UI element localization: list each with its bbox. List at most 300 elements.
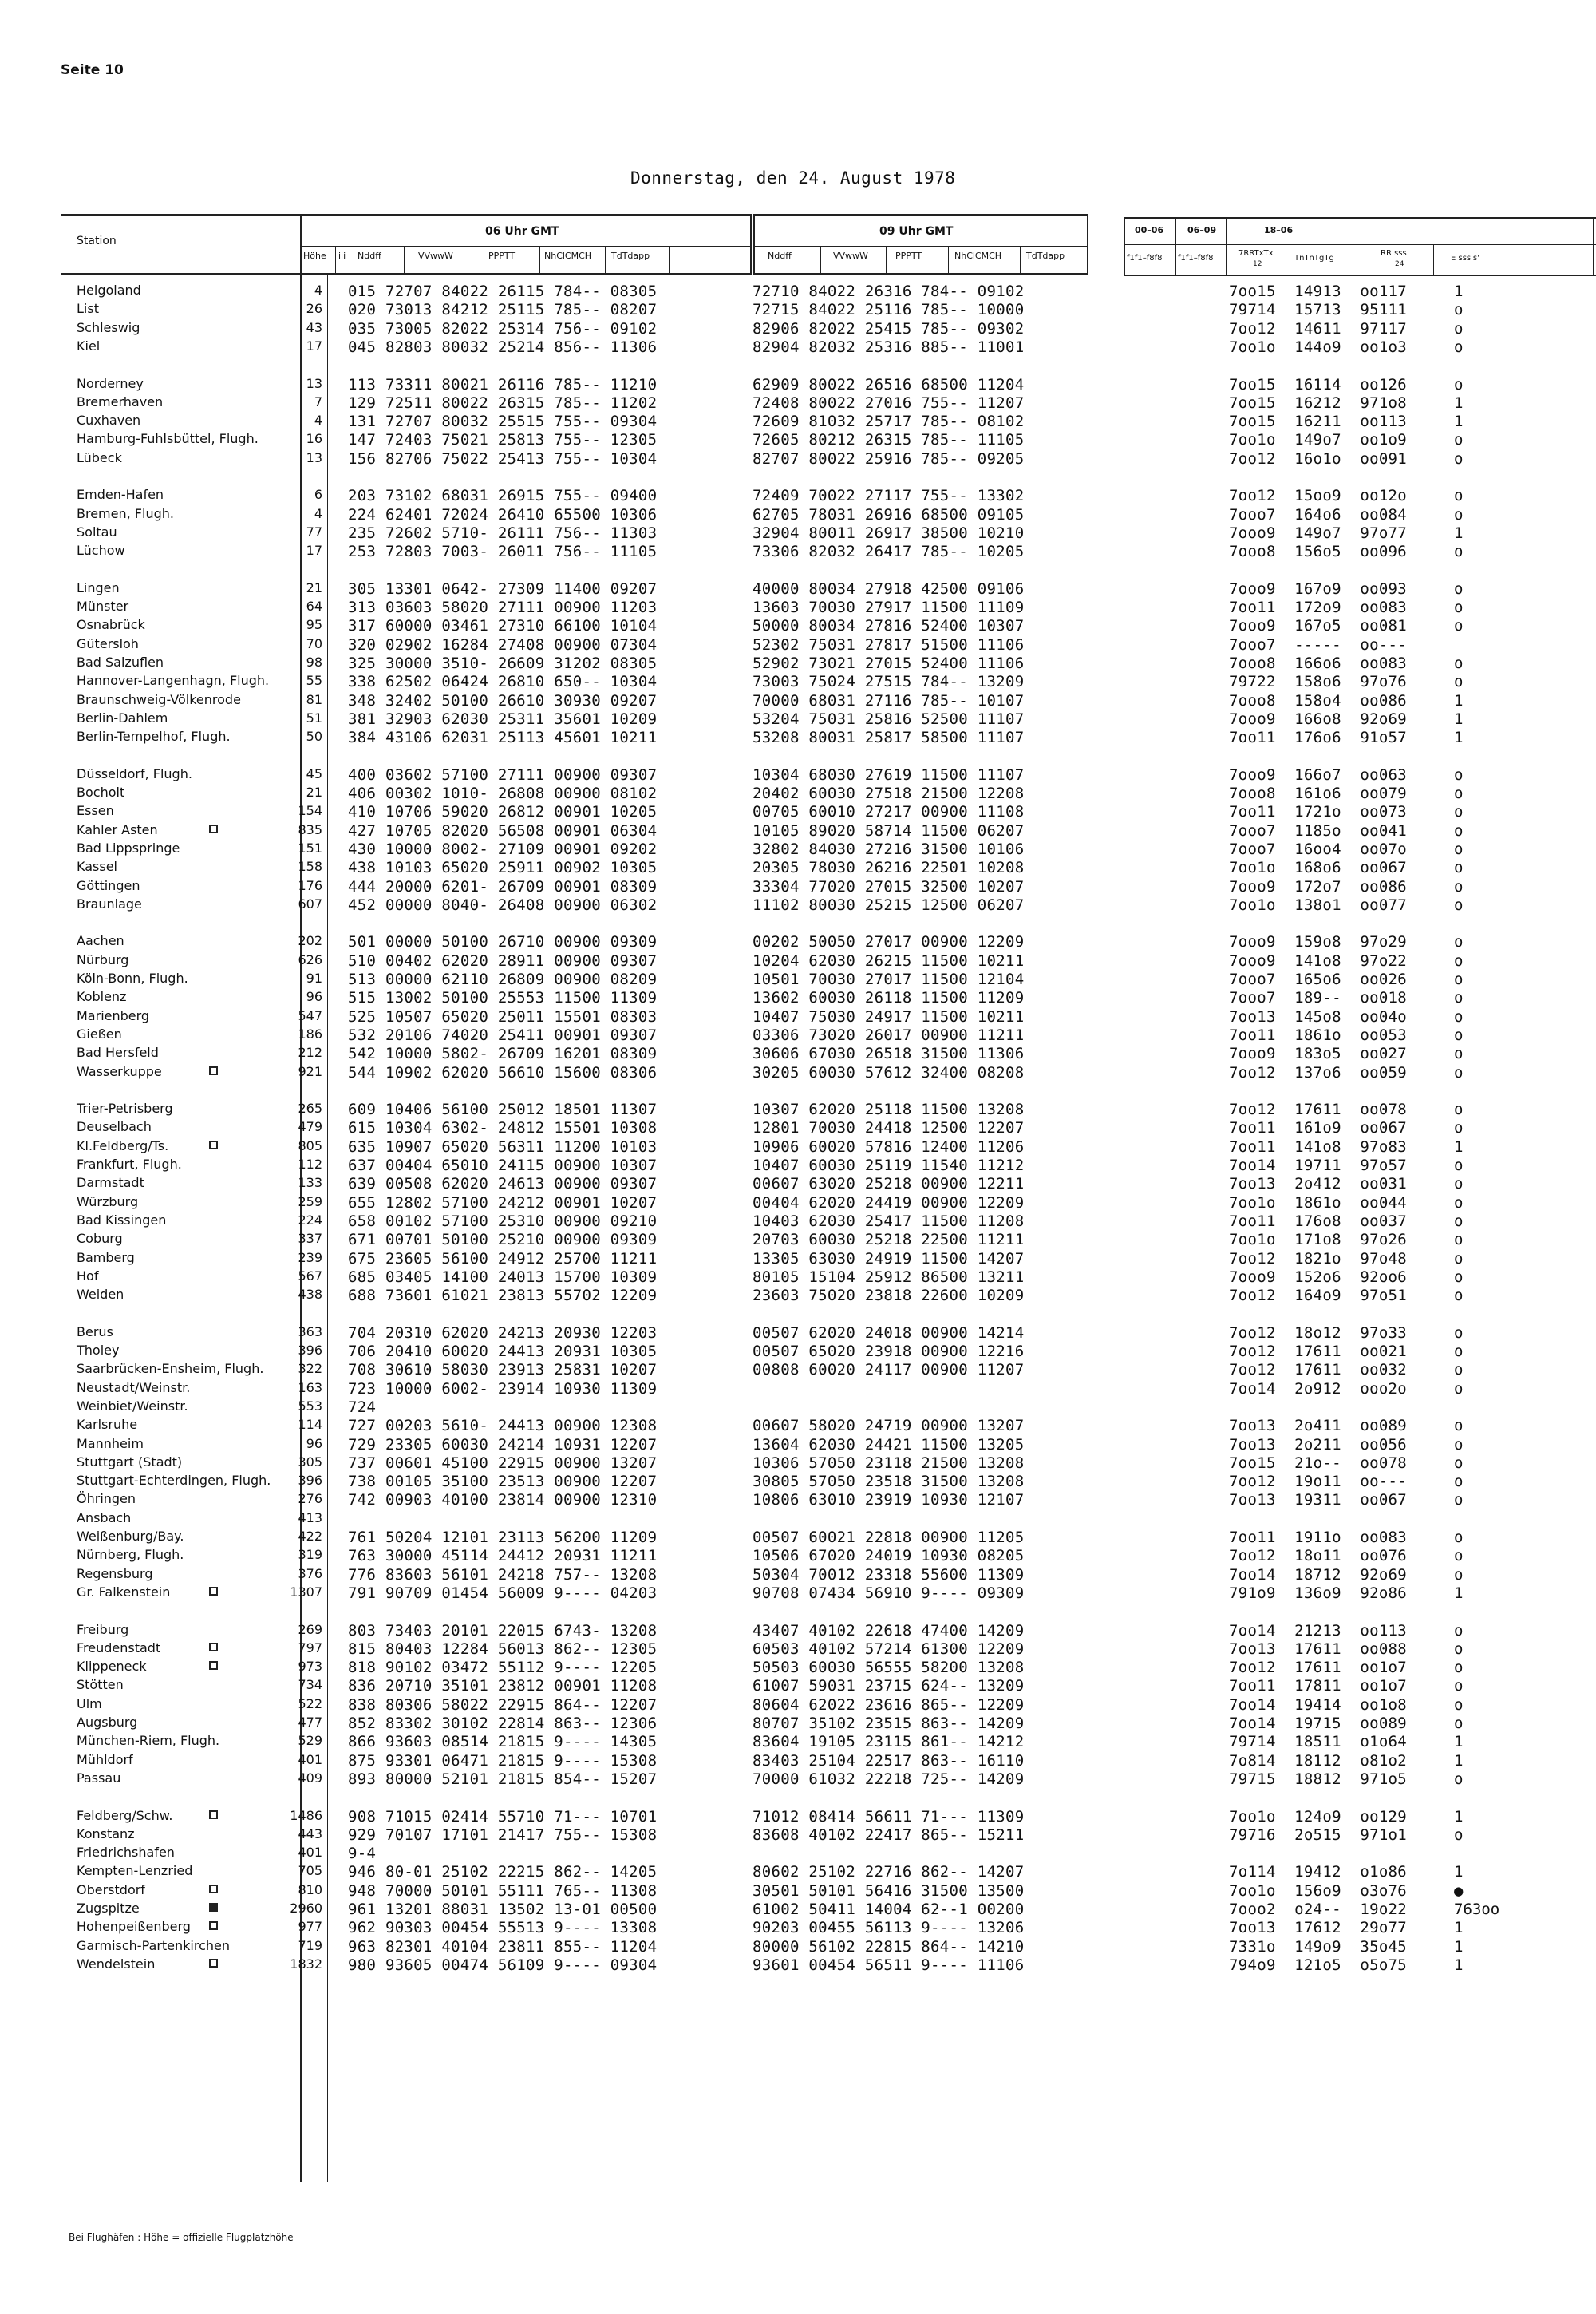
station-height: 705 [298,1863,322,1878]
obs-09-gmt: 82904 82032 25316 885-- 11001 [753,338,1025,356]
obs-09-gmt: 80105 15104 25912 86500 13211 [753,1268,1025,1286]
obs-flag: 1 [1454,1752,1464,1770]
table-row [0,616,1596,635]
station-height: 422 [298,1529,322,1544]
table-row [0,1118,1596,1137]
obs-06-gmt: 761 50204 12101 23113 56200 11209 [348,1529,658,1546]
obs-09-gmt: 13603 70030 27917 11500 11109 [753,599,1025,616]
obs-09-gmt: 20402 60030 27518 21500 12208 [753,785,1025,802]
obs-09-gmt: 00808 60020 24117 00900 11207 [753,1361,1025,1379]
station-name: Trier-Petrisberg [77,1101,173,1116]
obs-flag: o [1454,1287,1464,1304]
table-row [0,1584,1596,1602]
table-row [0,1212,1596,1230]
station-height: 4 [314,506,322,521]
station-name: Öhringen [77,1491,136,1506]
obs-flag: o [1454,822,1464,840]
obs-flag: o [1454,1491,1464,1509]
obs-18-06: 7oo15 16212 971o8 [1229,394,1408,412]
header-station: Station [77,235,117,247]
obs-06-gmt: 724 [348,1398,377,1416]
obs-18-06: 7ooo8 161o6 oo079 [1229,785,1408,802]
obs-06-gmt: 510 00402 62020 28911 00900 09307 [348,952,658,970]
obs-flag: 1 [1454,729,1464,746]
table-row [0,1342,1596,1360]
obs-09-gmt: 00705 60010 27217 00900 11108 [753,803,1025,821]
header-nddff-06: Nddff [358,251,381,261]
table-row [0,1379,1596,1398]
obs-flag: o [1454,487,1464,504]
station-height: 567 [298,1268,322,1284]
obs-18-06: 7oo11 141o8 97o83 [1229,1138,1408,1156]
station-name: Koblenz [77,989,127,1004]
station-height: 13 [306,376,322,391]
station-name: Marienberg [77,1008,150,1023]
station-name: Würzburg [77,1194,139,1209]
obs-flag: 763oo [1454,1901,1500,1918]
table-row [0,1472,1596,1490]
obs-18-06: 7oo13 2o411 oo089 [1229,1417,1408,1434]
obs-flag: o [1454,1715,1464,1732]
obs-18-06: 7o114 19412 o1o86 [1229,1863,1408,1881]
obs-18-06: 7oo14 21213 oo113 [1229,1622,1408,1640]
table-row [0,1268,1596,1286]
empty-square-icon [209,1141,218,1149]
table-row [0,635,1596,654]
obs-18-06: 7ooo9 167o9 oo093 [1229,580,1408,598]
station-height: 7 [314,394,322,409]
obs-06-gmt: 9-4 [348,1845,377,1862]
station-height: 396 [298,1343,322,1358]
station-height: 1307 [290,1584,322,1600]
obs-09-gmt: 72605 80212 26315 785-- 11105 [753,431,1025,449]
table-row [0,1546,1596,1564]
station-height: 17 [306,543,322,558]
obs-06-gmt: 305 13301 0642- 27309 11400 09207 [348,580,658,598]
station-height: 114 [298,1417,322,1432]
obs-flag: o [1454,803,1464,821]
table-row [0,1490,1596,1509]
obs-09-gmt: 10906 60020 57816 12400 11206 [753,1138,1025,1156]
table-row [0,1416,1596,1434]
obs-06-gmt: 671 00701 50100 25210 00900 09309 [348,1231,658,1248]
station-name: Kempten-Lenzried [77,1863,193,1878]
station-name: Hohenpeißenberg [77,1919,191,1934]
obs-09-gmt: 10204 62030 26215 11500 10211 [753,952,1025,970]
obs-18-06: 7ooo8 158o4 oo086 [1229,692,1408,710]
obs-flag: o [1454,543,1464,560]
obs-09-gmt: 73003 75024 27515 784-- 13209 [753,673,1025,690]
obs-06-gmt: 544 10902 62020 56610 15600 08306 [348,1064,658,1082]
empty-square-icon [209,1885,218,1893]
obs-06-gmt: 317 60000 03461 27310 66100 10104 [348,617,658,635]
table-row [0,1937,1596,1956]
obs-flag: o [1454,1324,1464,1342]
obs-09-gmt: 00202 50050 27017 00900 12209 [753,933,1025,951]
obs-flag: ● [1454,1882,1464,1900]
empty-square-icon [209,1643,218,1651]
obs-06-gmt: 675 23605 56100 24912 25700 11211 [348,1250,658,1268]
obs-06-gmt: 525 10507 65020 25011 15501 08303 [348,1008,658,1026]
table-row [0,449,1596,468]
station-name: Osnabrück [77,617,145,632]
station-name: Schleswig [77,320,140,335]
station-height: 17 [306,338,322,354]
header-esss: E sss's' [1451,254,1479,263]
obs-06-gmt: 875 93301 06471 21815 9---- 15308 [348,1752,658,1770]
station-name: Tholey [77,1343,120,1358]
table-row [0,300,1596,318]
obs-06-gmt: 430 10000 8002- 27109 00901 09202 [348,841,658,858]
obs-18-06: 7oo12 17611 oo021 [1229,1343,1408,1360]
table-row [0,1862,1596,1881]
obs-09-gmt: 43407 40102 22618 47400 14209 [753,1622,1025,1640]
obs-flag: o [1454,431,1464,449]
table-row [0,951,1596,970]
obs-18-06: 7ooo9 141o8 97o22 [1229,952,1408,970]
station-height: 553 [298,1398,322,1414]
station-height: 973 [298,1659,322,1674]
obs-flag: o [1454,1826,1464,1844]
obs-flag: o [1454,1622,1464,1640]
obs-flag: o [1454,1677,1464,1695]
header-06-gmt: 06 Uhr GMT [485,225,559,238]
table-row [0,1732,1596,1750]
table-row [0,1881,1596,1900]
obs-18-06: 794o9 121o5 o5o75 [1229,1956,1408,1974]
obs-09-gmt: 71012 08414 56611 71--- 11309 [753,1808,1025,1825]
obs-06-gmt: 131 72707 80032 25515 755-- 09304 [348,413,658,430]
station-name: Stuttgart (Stadt) [77,1454,183,1469]
obs-18-06: 7oo12 14611 97117 [1229,320,1408,338]
obs-flag: o [1454,617,1464,635]
obs-flag: o [1454,841,1464,858]
obs-09-gmt: 60503 40102 57214 61300 12209 [753,1640,1025,1658]
station-name: Soltau [77,524,117,540]
obs-09-gmt: 50304 70012 23318 55600 11309 [753,1566,1025,1584]
table-row [0,988,1596,1007]
station-height: 55 [306,673,322,688]
station-name: Nürnberg, Flugh. [77,1547,184,1562]
table-row [0,1621,1596,1640]
table-row [0,375,1596,394]
header-tdtd-06: TdTdapp [611,251,650,261]
obs-flag: o [1454,1473,1464,1490]
station-name: Lübeck [77,450,122,465]
obs-18-06: 7oo14 19414 oo1o8 [1229,1696,1408,1714]
obs-flag: o [1454,971,1464,988]
station-name: Hannover-Langenhagn, Flugh. [77,673,270,688]
table-row [0,1156,1596,1174]
table-row [0,1398,1596,1416]
station-height: 70 [306,636,322,651]
table-row [0,505,1596,524]
obs-flag: o [1454,1026,1464,1044]
table-row [0,1825,1596,1844]
obs-18-06: 7oo13 2o412 oo031 [1229,1175,1408,1193]
table-row [0,1230,1596,1248]
station-height: 626 [298,952,322,967]
obs-18-06: 7oo1o 124o9 oo129 [1229,1808,1408,1825]
obs-18-06: 7oo12 15oo9 oo12o [1229,487,1408,504]
obs-18-06: 7ooo9 172o7 oo086 [1229,878,1408,896]
header-hoehe: Höhe [303,251,326,261]
obs-flag: 1 [1454,1584,1464,1602]
station-height: 4 [314,413,322,428]
obs-18-06: 7oo12 17611 oo078 [1229,1101,1408,1118]
obs-06-gmt: 513 00000 62110 26809 00900 08209 [348,971,658,988]
obs-06-gmt: 729 23305 60030 24214 10931 12207 [348,1436,658,1454]
header-ff-1: f1f1–f8f8 [1127,254,1163,263]
empty-square-icon [209,1959,218,1968]
station-name: Braunschweig-Völkenrode [77,692,241,707]
station-height: 396 [298,1473,322,1488]
table-row [0,858,1596,876]
table-row [0,1770,1596,1788]
table-row [0,524,1596,542]
station-name: Hof [77,1268,99,1284]
station-name: Düsseldorf, Flugh. [77,766,192,781]
station-height: 276 [298,1491,322,1506]
obs-flag: 1 [1454,524,1464,542]
obs-06-gmt: 815 80403 12284 56013 862-- 12305 [348,1640,658,1658]
station-height: 13 [306,450,322,465]
station-height: 719 [298,1938,322,1953]
obs-06-gmt: 791 90709 01454 56009 9---- 04203 [348,1584,658,1602]
obs-09-gmt: 00507 62020 24018 00900 14214 [753,1324,1025,1342]
obs-flag: o [1454,320,1464,338]
station-height: 45 [306,766,322,781]
obs-flag: 1 [1454,1733,1464,1750]
station-height: 607 [298,896,322,912]
station-height: 477 [298,1715,322,1730]
obs-flag: o [1454,1436,1464,1454]
obs-flag: o [1454,1064,1464,1082]
filled-square-icon [209,1903,218,1912]
station-height: 977 [298,1919,322,1934]
obs-18-06: 7ooo7 16oo4 oo07o [1229,841,1408,858]
station-name: Berus [77,1324,113,1339]
obs-09-gmt: 61007 59031 23715 624-- 13209 [753,1677,1025,1695]
obs-18-06: 7oo12 164o9 97o51 [1229,1287,1408,1304]
obs-09-gmt: 52902 73021 27015 52400 11106 [753,655,1025,672]
obs-09-gmt: 10806 63010 23919 10930 12107 [753,1491,1025,1509]
station-height: 810 [298,1882,322,1897]
obs-06-gmt: 908 71015 02414 55710 71--- 10701 [348,1808,658,1825]
obs-09-gmt: 10304 68030 27619 11500 11107 [753,766,1025,784]
header-rr: RR sss [1381,249,1407,258]
station-name: Bad Hersfeld [77,1045,159,1060]
obs-18-06: 7oo13 17611 oo088 [1229,1640,1408,1658]
obs-18-06: 79714 15713 95111 [1229,301,1408,318]
obs-18-06: 7ooo7 ----- oo--- [1229,636,1408,654]
obs-09-gmt: 73306 82032 26417 785-- 10205 [753,543,1025,560]
station-name: Weinbiet/Weinstr. [77,1398,188,1414]
station-height: 401 [298,1845,322,1860]
header-iii: iii [338,251,346,261]
header-09-gmt: 09 Uhr GMT [879,225,954,238]
obs-09-gmt: 93601 00454 56511 9---- 11106 [753,1956,1025,1974]
station-height: 133 [298,1175,322,1190]
station-name: Ansbach [77,1510,132,1525]
obs-06-gmt: 542 10000 5802- 26709 16201 08309 [348,1045,658,1062]
obs-06-gmt: 962 90303 00454 55513 9---- 13308 [348,1919,658,1936]
table-row [0,1714,1596,1732]
obs-06-gmt: 737 00601 45100 22915 00900 13207 [348,1454,658,1472]
station-name: Weißenburg/Bay. [77,1529,184,1544]
header-pppt-06: PPPTT [488,251,516,261]
obs-flag: o [1454,896,1464,914]
header-vvwww-09: VVwwW [833,251,868,261]
station-name: Wendelstein [77,1956,156,1972]
station-name: Mühldorf [77,1752,133,1767]
station-height: 319 [298,1547,322,1562]
table-row [0,765,1596,784]
obs-09-gmt: 00507 65020 23918 00900 12216 [753,1343,1025,1360]
station-name: Bad Kissingen [77,1212,167,1228]
empty-square-icon [209,825,218,833]
obs-06-gmt: 776 83603 56101 24218 757-- 13208 [348,1566,658,1584]
station-height: 4 [314,283,322,298]
station-height: 6 [314,487,322,502]
obs-09-gmt: 80707 35102 23515 863-- 14209 [753,1715,1025,1732]
station-name: Nürburg [77,952,129,967]
table-row [0,1676,1596,1695]
obs-09-gmt: 50503 60030 56555 58200 13208 [753,1659,1025,1676]
obs-06-gmt: 406 00302 1010- 26808 00900 08102 [348,785,658,802]
table-row [0,1360,1596,1379]
page-number: Seite 10 [61,62,124,78]
obs-09-gmt: 70000 68031 27116 785-- 10107 [753,692,1025,710]
obs-18-06: 7oo11 1861o oo053 [1229,1026,1408,1044]
obs-06-gmt: 688 73601 61021 23813 55702 12209 [348,1287,658,1304]
date-title: Donnerstag, den 24. August 1978 [630,168,956,188]
obs-18-06: 7ooo9 166o7 oo063 [1229,766,1408,784]
obs-06-gmt: 438 10103 65020 25911 00902 10305 [348,859,658,876]
station-height: 438 [298,1287,322,1302]
obs-09-gmt: 30606 67030 26518 31500 11306 [753,1045,1025,1062]
obs-18-06: 7oo15 16114 oo126 [1229,376,1408,394]
station-name: Bremen, Flugh. [77,506,174,521]
obs-18-06: 7oo11 176o6 91o57 [1229,729,1408,746]
obs-09-gmt: 30805 57050 23518 31500 13208 [753,1473,1025,1490]
station-height: 77 [306,524,322,540]
obs-flag: 1 [1454,1138,1464,1156]
table-row [0,1918,1596,1936]
obs-flag: o [1454,1268,1464,1286]
table-row [0,1565,1596,1584]
obs-18-06: 7ooo9 159o8 97o29 [1229,933,1408,951]
obs-18-06: 7oo13 17612 29o77 [1229,1919,1408,1936]
obs-flag: o [1454,878,1464,896]
obs-06-gmt: 020 73013 84212 25115 785-- 08207 [348,301,658,318]
obs-flag: o [1454,1770,1464,1788]
station-height: 2960 [290,1901,322,1916]
station-name: Norderney [77,376,144,391]
obs-flag: o [1454,1454,1464,1472]
obs-06-gmt: 320 02902 16284 27408 00900 07304 [348,636,658,654]
obs-06-gmt: 963 82301 40104 23811 855-- 11204 [348,1938,658,1956]
station-height: 413 [298,1510,322,1525]
obs-09-gmt: 10407 75030 24917 11500 10211 [753,1008,1025,1026]
obs-06-gmt: 708 30610 58030 23913 25831 10207 [348,1361,658,1379]
table-row [0,970,1596,988]
obs-09-gmt: 20305 78030 26216 22501 10208 [753,859,1025,876]
station-name: Bamberg [77,1250,135,1265]
table-row [0,338,1596,356]
obs-09-gmt: 00607 63020 25218 00900 12211 [753,1175,1025,1193]
table-row [0,1807,1596,1825]
obs-18-06: 7ooo7 189-- oo018 [1229,989,1408,1007]
obs-09-gmt: 53204 75031 25816 52500 11107 [753,710,1025,728]
obs-09-gmt: 72409 70022 27117 755-- 13302 [753,487,1025,504]
station-name: Freudenstadt [77,1640,161,1655]
obs-09-gmt: 10105 89020 58714 11500 06207 [753,822,1025,840]
obs-flag: o [1454,785,1464,802]
obs-06-gmt: 818 90102 03472 55112 9---- 12205 [348,1659,658,1676]
obs-06-gmt: 727 00203 5610- 24413 00900 12308 [348,1417,658,1434]
obs-06-gmt: 338 62502 06424 26810 650-- 10304 [348,673,658,690]
station-height: 322 [298,1361,322,1376]
station-name: Bocholt [77,785,125,800]
obs-flag: 1 [1454,394,1464,412]
obs-06-gmt: 129 72511 80022 26315 785-- 11202 [348,394,658,412]
station-name: Klippeneck [77,1659,147,1674]
table-row [0,1640,1596,1658]
station-name: Kahler Asten [77,822,158,837]
table-row [0,1509,1596,1528]
station-name: Aachen [77,933,124,948]
obs-09-gmt: 90708 07434 56910 9---- 09309 [753,1584,1025,1602]
station-name: Bad Lippspringe [77,841,180,856]
station-height: 64 [306,599,322,614]
obs-18-06: 7oo12 16o1o oo091 [1229,450,1408,468]
obs-flag: o [1454,1119,1464,1137]
station-height: 158 [298,859,322,874]
station-height: 212 [298,1045,322,1060]
table-row [0,1007,1596,1026]
obs-18-06: 7oo13 145o8 oo04o [1229,1008,1408,1026]
station-name: Frankfurt, Flugh. [77,1157,182,1172]
obs-18-06: 7oo12 1821o 97o48 [1229,1250,1408,1268]
station-height: 259 [298,1194,322,1209]
station-height: 224 [298,1212,322,1228]
obs-18-06: 7ooo7 164o6 oo084 [1229,506,1408,524]
obs-18-06: 7oo1o 156o9 o3o76 [1229,1882,1408,1900]
station-name: Göttingen [77,878,140,893]
obs-18-06: 7oo14 19711 97o57 [1229,1157,1408,1174]
obs-18-06: 7331o 149o9 35o45 [1229,1938,1408,1956]
station-height: 176 [298,878,322,893]
obs-flag: o [1454,1361,1464,1379]
obs-09-gmt: 83403 25104 22517 863-- 16110 [753,1752,1025,1770]
obs-06-gmt: 444 20000 6201- 26709 00901 08309 [348,878,658,896]
obs-06-gmt: 635 10907 65020 56311 11200 10103 [348,1138,658,1156]
table-row [0,877,1596,896]
empty-square-icon [209,1921,218,1930]
obs-18-06: 79715 18812 971o5 [1229,1770,1408,1788]
station-height: 522 [298,1696,322,1711]
station-height: 96 [306,989,322,1004]
table-row [0,1751,1596,1770]
obs-09-gmt: 70000 61032 22218 725-- 14209 [753,1770,1025,1788]
station-height: 265 [298,1101,322,1116]
obs-18-06: 7ooo9 152o6 92oo6 [1229,1268,1408,1286]
obs-flag: o [1454,1529,1464,1546]
obs-18-06: 7oo15 14913 oo117 [1229,283,1408,300]
obs-06-gmt: 224 62401 72024 26410 65500 10306 [348,506,658,524]
header-rrr: 7RRTxTx [1238,249,1274,258]
